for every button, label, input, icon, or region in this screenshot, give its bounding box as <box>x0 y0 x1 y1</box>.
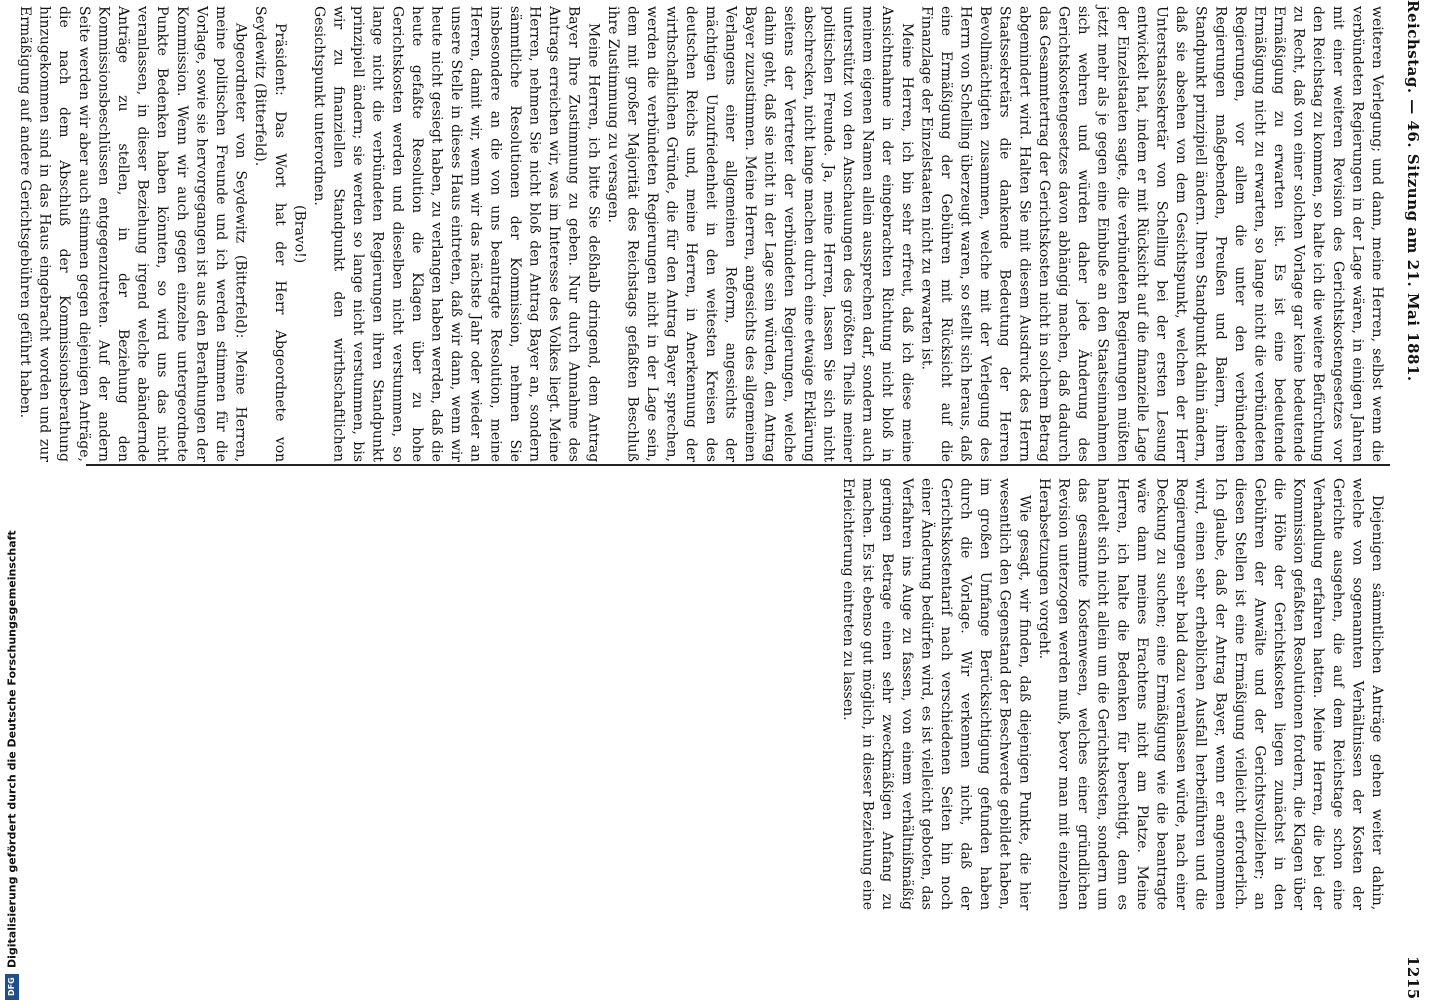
page-number: 1215 <box>1404 956 1422 1000</box>
text-column-top <box>17 6 1386 462</box>
digitization-credit <box>2 0 22 1000</box>
interjection: (Bravo!) <box>291 204 308 264</box>
page-header <box>1400 0 1426 1000</box>
paragraph-speaker: Abgeordneter von Seydewitz (Bitterfeld): Meine Herren, meine politischen Freunde und ich werden stimmen für die Vorlage, sowie sie hervorgegangen ist aus den Berathungen der Kommission. Wenn wir auch gegen einzelne untergeordnete Punkte Bedenken haben könnten, so wird uns das nicht veranlassen, in dieser Beziehung irgend welche abändernde Anträge zu stellen, in der Beziehung den Kommissionsbeschlüssen entgegenzutreten. Auf der andern Seite werden wir aber auch stimmen gegen diejenigen Anträge, die nach dem Abschluß der Kommissionsberathung hinzugekommen sind in das Haus eingebracht worden und zur Ermäßigung auf andere Gerichtsgebühren geführt haben. <box>17 6 249 462</box>
paragraph: Meine Herren, ich bitte Sie deßhalb dringend, dem Antrag Bayer Ihre Zustimmung zu geben. Nur durch Annahme des Antrags erreichen wir, was im Interesse des Volkes liegt. Meine Herren, nehmen Sie nicht bloß den Antrag Bayer an, sondern sämmtliche Resolutionen der Kommission, nehmen Sie insbesondere an die von uns beantragte Resolution, meine Herren, damit wir, wenn wir das nächste Jahr oder wieder an unsere Stelle in dieses Haus eintreten, daß wir dann, wenn wir heute nicht gesiegt haben, zu verlangen haben werden, daß die heute gefaßte Resolution die Klagen über zu hohe Gerichtskosten werden und dieselben nicht verstummen, so lange nicht die verbündeten Regierungen ihren Standpunkt prinzipiell ändern; sie werden so lange nicht verstummen, bis wir zu finanziellen Standpunkt den wirthschaftlichen Gesichtspunkt unterordnen. <box>310 6 602 462</box>
dfg-logo-icon: DFG <box>5 974 19 1000</box>
paragraph: Meine Herren, ich bin sehr erfreut, daß ich diese meine Ansichtnahme in der eingebrachten Richtung nicht bloß in meinem eigenen Namen allein aussprechen darf, sondern auch unterstützt von den Anschauungen des größten Theils meiner politischen Freunde. Ja, meine Herren, lassen Sie sich nicht abschrecken, nicht lange machen durch eine etwaige Erklärung seitens der Vertreter der verbündeten Regierungen, welche dahin geht, daß sie nicht in der Lage sein würden, den Antrag Bayer zuzustimmen. Meine Herren, angesichts des allgemeinen Verlangens einer allgemeinen Reform, angesichts der mächtigen Unzufriedenheit in den weitesten Kreisen des deutschen Reichs und, meine Herren, in Anerkennung der wirthschaftlichen Gründe, die für den Antrag Bayer sprechen, werden die verbündeten Regierungen nicht in der Lage sein, dem mit großer Majorität des Reichstags gefaßten Beschluß ihre Zustimmung zu versagen. <box>604 6 915 462</box>
paragraph: Diejenigen sämmtlichen Anträge gehen weiter dahin, welche von sogenannten Verhältnissen der Kosten der Gerichte ausgehen, die auf dem Reichstage schon eine Verhandlung erfahren hatten. Meine Herren, die bei der Kommission gefaßten Resolutionen fordern, die Klagen über die Höhe der Gerichtskosten liegen zunächst in den Gebühren der Anwälte und der Gerichtsvollzieher; an diesen Stellen ist eine Ermäßigung vielleicht erforderlich. Ich glaube, daß der Antrag Bayer, wenn er angenommen wird, einen sehr erheblichen Ausfall herbeiführen und die Regierungen sehr bald dazu veranlassen würde, nach einer Deckung zu suchen; eine Ermäßigung wie die beantragte wäre dann meines Erachtens nicht am Platze. Meine Herren, ich halte die Bedenken für berechtigt, denn es handelt sich nicht allein um die Gerichtskosten, sondern um das gesammte Kostenwesen, welches einer gründlichen Revision unterzogen werden muß, bevor man mit einzelnen Herabsetzungen vorgeht. <box>1035 478 1385 910</box>
column-divider <box>86 464 1390 466</box>
paragraph-president: Präsident: Das Wort hat der Herr Abgeordnete von Seydewitz (Bitterfeld). <box>252 6 288 462</box>
paragraph: Wie gesagt, wir finden, daß diejenigen Punkte, die hier wesentlich den Gegenstand der Beschwerde gebildet haben, im großen Umfange Berücksichtigung gefunden haben durch die Vorlage. Wir verkennen nicht, daß der Gerichtskostentarif nach verschiedenen Seiten hin noch einer Änderung bedürfen wird, es ist vielleicht geboten, das Verfahren ins Auge zu fassen, von einem verhältnißmäßig geringen Betrage einen sehr zweckmäßigen Anfang zu machen. Es ist ebenso gut möglich, in dieser Beziehung eine Erleichterung eintreten zu lassen. <box>839 478 1033 910</box>
credit-text: Digitalisierung gefördert durch die Deutsche Forschungsgemeinschaft <box>5 530 19 968</box>
text-column-bottom <box>216 478 1386 910</box>
header-title: Reichstag. — 46. Sitzung am 21. Mai 1881. <box>1404 0 1422 382</box>
paragraph: weiteren Verlegung; und dann, meine Herren, selbst wenn die verbündeten Regierungen in der Lage wären, in einigen Jahren mit einer weiteren Revision des Gerichtskostengesetzes vor den Reichstag zu kommen, so halte ich die weitere Befürchtung zu Recht, daß von einer solchen Vorlage gar keine bedeutende Ermäßigung zu erwarten ist. Es ist eine bedeutende Ermäßigung nicht zu erwarten, so lange nicht die verbündeten Regierungen, vor allem die unter den verbündeten Regierungen maßgebenden, Preußen und Baiern, ihren Standpunkt prinzipiell ändern. Ihren Standpunkt dahin ändern, daß sie absehen von dem Gesichtspunkt, welchen der Herr Unterstaatssekretär von Schelling bei der ersten Lesung entwickelt hat, indem er mit Rücksicht auf die finanzielle Lage der Einzelstaaten sagte, die verbündeten Regierungen müßten jetzt mehr als je gegen eine Einbuße an den Staatseinnahmen sich wehren und würden daher jede Änderung des Gerichtskostengesetzes davon abhängig machen, daß dadurch das Gesammtertrag der Gerichtskosten nicht in solchem Betrag abgemindert wird. Halten Sie mit diesem Ausdruck des Herrn Staatssekretärs die dankende Bedeutung der Herren Bevollmächtigten zusammen, welche mit der Verlegung des Herrn von Schelling überzeugt waren, so stellt sich heraus, daß eine Ermäßigung der Gebühren mit Rücksicht auf die Finanzlage der Einzelstaaten nicht zu erwarten ist. <box>918 6 1385 462</box>
